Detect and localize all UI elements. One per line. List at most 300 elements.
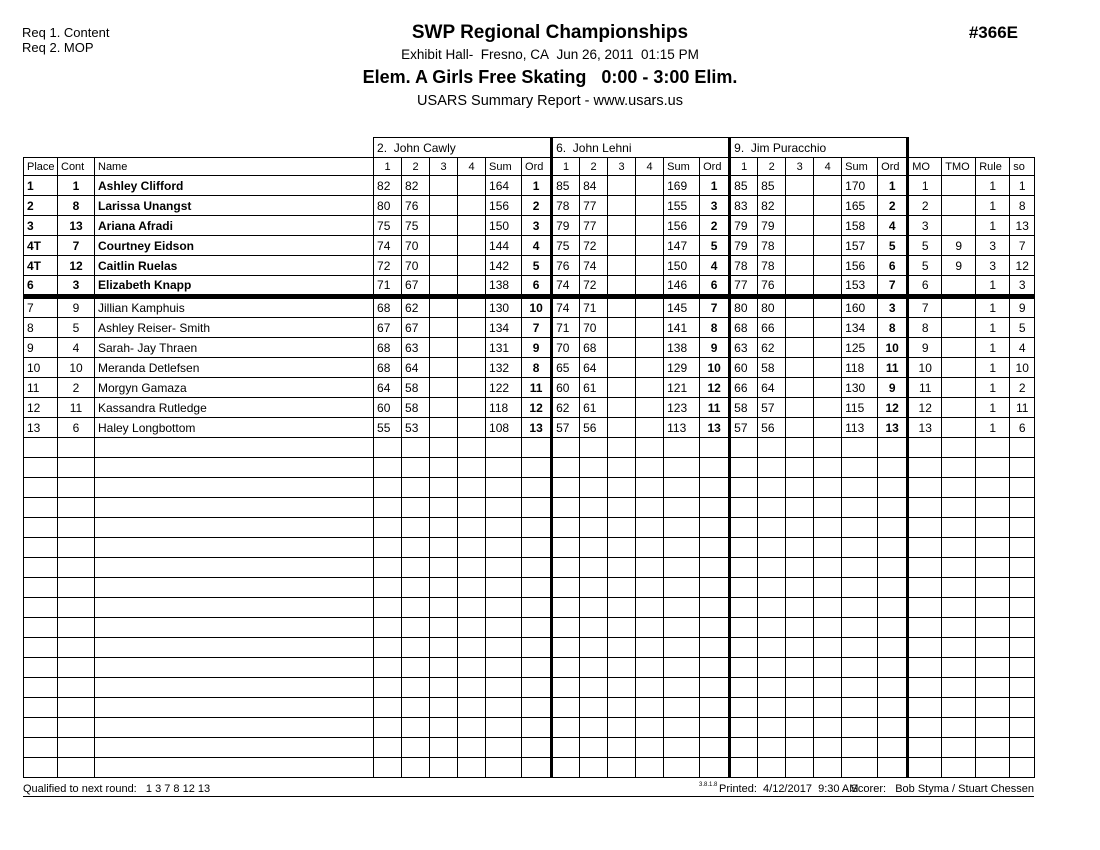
cell-empty — [552, 558, 580, 578]
judge-name-1: 2. John Cawly — [374, 138, 552, 158]
cell-empty — [636, 698, 664, 718]
cell-empty — [700, 578, 730, 598]
cell-empty — [608, 498, 636, 518]
cell-score: 79 — [730, 236, 758, 256]
cell-empty — [24, 578, 58, 598]
cell-score — [608, 338, 636, 358]
cell-mo: 6 — [908, 276, 942, 297]
cell-empty — [878, 758, 908, 778]
cell-ord: 10 — [878, 338, 908, 358]
cell-empty — [95, 638, 374, 658]
cell-empty — [430, 678, 458, 698]
cell-score — [430, 358, 458, 378]
cell-empty — [522, 498, 552, 518]
column-header: 4 — [458, 158, 486, 176]
cell-ord: 2 — [700, 216, 730, 236]
cell-score: 78 — [730, 256, 758, 276]
cell-empty — [58, 478, 95, 498]
cell-empty — [908, 678, 942, 698]
cell-empty — [486, 678, 522, 698]
cell-empty — [1010, 558, 1035, 578]
cell-empty — [430, 578, 458, 598]
cell-ord: 11 — [878, 358, 908, 378]
cell-ord: 6 — [878, 256, 908, 276]
cell-empty — [700, 718, 730, 738]
cell-name: Jillian Kamphuis — [95, 297, 374, 318]
cell-name: Larissa Unangst — [95, 196, 374, 216]
cell-empty — [842, 638, 878, 658]
cell-score: 77 — [730, 276, 758, 297]
cell-ord: 9 — [522, 338, 552, 358]
cell-empty — [878, 678, 908, 698]
cell-empty — [730, 658, 758, 678]
cell-empty — [814, 578, 842, 598]
cell-empty — [976, 738, 1010, 758]
cell-empty — [374, 758, 402, 778]
cell-sum: 134 — [842, 318, 878, 338]
cell-score — [458, 256, 486, 276]
cell-name: Meranda Detlefsen — [95, 358, 374, 378]
cell-score: 64 — [374, 378, 402, 398]
cell-empty — [374, 558, 402, 578]
cell-empty — [430, 458, 458, 478]
cell-empty — [374, 438, 402, 458]
cell-score: 64 — [402, 358, 430, 378]
cell-mo: 1 — [908, 176, 942, 196]
cell-empty — [664, 758, 700, 778]
cell-empty — [842, 758, 878, 778]
cell-empty — [58, 498, 95, 518]
cell-empty — [976, 478, 1010, 498]
cell-rule: 3 — [976, 236, 1010, 256]
cell-empty — [700, 698, 730, 718]
cell-empty — [430, 558, 458, 578]
cell-empty — [908, 718, 942, 738]
cell-empty — [402, 738, 430, 758]
cell-ord: 3 — [878, 297, 908, 318]
cell-empty — [374, 578, 402, 598]
cell-empty — [700, 498, 730, 518]
cell-empty — [608, 478, 636, 498]
cell-empty — [878, 638, 908, 658]
cell-ord: 12 — [878, 398, 908, 418]
column-header: MO — [908, 158, 942, 176]
cell-empty — [1010, 698, 1035, 718]
cell-so: 8 — [1010, 196, 1035, 216]
cell-empty — [402, 498, 430, 518]
cell-score: 74 — [374, 236, 402, 256]
cell-ord: 11 — [522, 378, 552, 398]
cell-score — [786, 338, 814, 358]
cell-score: 78 — [758, 236, 786, 256]
result-row — [24, 196, 1035, 216]
report-subtitle: USARS Summary Report - www.usars.us — [417, 93, 683, 109]
cell-empty — [636, 658, 664, 678]
cell-empty — [458, 658, 486, 678]
cell-cont: 1 — [58, 176, 95, 196]
cell-score: 82 — [374, 176, 402, 196]
results-table-container — [23, 137, 1035, 778]
cell-score — [608, 196, 636, 216]
cell-ord: 4 — [878, 216, 908, 236]
cell-score — [786, 176, 814, 196]
cell-empty — [700, 598, 730, 618]
cell-empty — [636, 678, 664, 698]
cell-ord: 1 — [700, 176, 730, 196]
result-row — [24, 216, 1035, 236]
cell-empty — [636, 438, 664, 458]
cell-empty — [95, 738, 374, 758]
cell-empty — [758, 598, 786, 618]
cell-sum: 165 — [842, 196, 878, 216]
result-row — [24, 318, 1035, 338]
cell-empty — [908, 618, 942, 638]
cell-empty — [842, 738, 878, 758]
cell-empty — [458, 498, 486, 518]
empty-row — [24, 638, 1035, 658]
cell-empty — [24, 538, 58, 558]
cell-sum: 144 — [486, 236, 522, 256]
cell-empty — [908, 658, 942, 678]
cell-empty — [95, 718, 374, 738]
cell-rule: 1 — [976, 216, 1010, 236]
cell-ord: 5 — [522, 256, 552, 276]
cell-empty — [95, 698, 374, 718]
cell-empty — [814, 478, 842, 498]
cell-empty — [580, 558, 608, 578]
cell-score: 58 — [402, 378, 430, 398]
cell-ord: 2 — [878, 196, 908, 216]
cell-so: 10 — [1010, 358, 1035, 378]
cell-ord: 9 — [700, 338, 730, 358]
cell-empty — [636, 518, 664, 538]
cell-empty — [758, 458, 786, 478]
cell-empty — [700, 558, 730, 578]
cell-so: 4 — [1010, 338, 1035, 358]
cell-empty — [976, 618, 1010, 638]
cell-empty — [664, 718, 700, 738]
cell-score — [814, 256, 842, 276]
cell-score: 77 — [580, 196, 608, 216]
cell-cont: 7 — [58, 236, 95, 256]
cell-so: 11 — [1010, 398, 1035, 418]
cell-empty — [95, 558, 374, 578]
cell-empty — [458, 438, 486, 458]
cell-empty — [842, 558, 878, 578]
cell-score: 74 — [552, 297, 580, 318]
cell-name: Elizabeth Knapp — [95, 276, 374, 297]
cell-place: 11 — [24, 378, 58, 398]
cell-ord: 3 — [522, 216, 552, 236]
cell-score — [430, 176, 458, 196]
cell-rule: 1 — [976, 318, 1010, 338]
cell-tmo — [942, 358, 976, 378]
cell-empty — [374, 618, 402, 638]
cell-empty — [730, 738, 758, 758]
cell-score — [814, 196, 842, 216]
cell-empty — [522, 518, 552, 538]
cell-mo: 12 — [908, 398, 942, 418]
cell-sum: 146 — [664, 276, 700, 297]
cell-score: 62 — [402, 297, 430, 318]
cell-empty — [636, 618, 664, 638]
column-header: Ord — [878, 158, 908, 176]
column-header: Rule — [976, 158, 1010, 176]
cell-empty — [814, 698, 842, 718]
cell-score — [430, 398, 458, 418]
cell-score: 72 — [580, 236, 608, 256]
cell-sum: 158 — [842, 216, 878, 236]
cell-score: 57 — [758, 398, 786, 418]
cell-empty — [430, 738, 458, 758]
cell-score — [458, 398, 486, 418]
cell-sum: 155 — [664, 196, 700, 216]
cell-score — [608, 256, 636, 276]
cell-score — [814, 418, 842, 438]
empty-row — [24, 738, 1035, 758]
cell-empty — [552, 678, 580, 698]
cell-sum: 123 — [664, 398, 700, 418]
cell-sum: 142 — [486, 256, 522, 276]
cell-empty — [942, 458, 976, 478]
cell-score: 62 — [758, 338, 786, 358]
cell-tmo — [942, 418, 976, 438]
cell-rule: 1 — [976, 358, 1010, 378]
cell-empty — [608, 578, 636, 598]
cell-empty — [878, 698, 908, 718]
judge-spacer-left — [24, 138, 374, 158]
cell-ord: 12 — [700, 378, 730, 398]
cell-sum: 141 — [664, 318, 700, 338]
cell-score — [430, 297, 458, 318]
cell-empty — [522, 698, 552, 718]
cell-empty — [758, 758, 786, 778]
cell-empty — [430, 518, 458, 538]
cell-empty — [522, 558, 552, 578]
result-row — [24, 418, 1035, 438]
cell-empty — [908, 638, 942, 658]
cell-empty — [842, 678, 878, 698]
column-header: Ord — [522, 158, 552, 176]
cell-empty — [976, 698, 1010, 718]
cell-score — [608, 418, 636, 438]
cell-empty — [908, 518, 942, 538]
cell-empty — [580, 458, 608, 478]
cell-empty — [878, 618, 908, 638]
cell-tmo — [942, 318, 976, 338]
empty-row — [24, 598, 1035, 618]
cell-score: 74 — [552, 276, 580, 297]
cell-name: Caitlin Ruelas — [95, 256, 374, 276]
cell-score — [636, 236, 664, 256]
event-title: Elem. A Girls Free Skating 0:00 - 3:00 Elim. — [362, 67, 738, 87]
cell-sum: 145 — [664, 297, 700, 318]
cell-score — [608, 297, 636, 318]
cell-empty — [580, 478, 608, 498]
cell-ord: 1 — [878, 176, 908, 196]
cell-score — [786, 256, 814, 276]
cell-empty — [976, 578, 1010, 598]
cell-empty — [486, 538, 522, 558]
cell-empty — [608, 718, 636, 738]
cell-empty — [942, 618, 976, 638]
cell-empty — [522, 718, 552, 738]
cell-so: 3 — [1010, 276, 1035, 297]
cell-empty — [814, 598, 842, 618]
cell-empty — [608, 638, 636, 658]
cell-empty — [430, 618, 458, 638]
cell-empty — [636, 738, 664, 758]
result-row — [24, 236, 1035, 256]
cell-empty — [878, 738, 908, 758]
cell-score — [786, 236, 814, 256]
cell-empty — [636, 638, 664, 658]
cell-empty — [374, 458, 402, 478]
cell-empty — [486, 718, 522, 738]
cell-empty — [458, 758, 486, 778]
cell-empty — [636, 758, 664, 778]
cell-sum: 170 — [842, 176, 878, 196]
cell-score — [786, 276, 814, 297]
column-header: Ord — [700, 158, 730, 176]
cell-so: 1 — [1010, 176, 1035, 196]
cell-score — [636, 176, 664, 196]
cell-empty — [814, 618, 842, 638]
cell-empty — [730, 598, 758, 618]
cell-empty — [522, 678, 552, 698]
cell-empty — [908, 438, 942, 458]
cell-empty — [486, 698, 522, 718]
empty-row — [24, 618, 1035, 638]
cell-place: 7 — [24, 297, 58, 318]
cell-empty — [552, 438, 580, 458]
cell-score: 60 — [552, 378, 580, 398]
cell-empty — [758, 658, 786, 678]
cell-empty — [664, 618, 700, 638]
req-line-2: Req 2. MOP — [22, 40, 94, 55]
cell-score: 76 — [552, 256, 580, 276]
judge-spacer-right — [908, 138, 1035, 158]
cell-score — [814, 318, 842, 338]
cell-ord: 7 — [522, 318, 552, 338]
cell-empty — [552, 458, 580, 478]
cell-name: Ashley Clifford — [95, 176, 374, 196]
cell-empty — [730, 578, 758, 598]
cell-score: 57 — [730, 418, 758, 438]
cell-empty — [878, 598, 908, 618]
cell-score — [458, 176, 486, 196]
cell-score: 65 — [552, 358, 580, 378]
cell-score — [636, 196, 664, 216]
cell-empty — [402, 658, 430, 678]
cell-empty — [730, 558, 758, 578]
cell-empty — [700, 678, 730, 698]
cell-score: 63 — [402, 338, 430, 358]
cell-ord: 8 — [878, 318, 908, 338]
cell-cont: 5 — [58, 318, 95, 338]
cell-empty — [486, 518, 522, 538]
cell-empty — [486, 638, 522, 658]
cell-score: 75 — [402, 216, 430, 236]
cell-empty — [95, 518, 374, 538]
cell-empty — [608, 538, 636, 558]
cell-empty — [402, 718, 430, 738]
cell-score — [458, 418, 486, 438]
cell-sum: 134 — [486, 318, 522, 338]
cell-name: Ariana Afradi — [95, 216, 374, 236]
cell-tmo: 9 — [942, 236, 976, 256]
cell-empty — [976, 498, 1010, 518]
cell-score — [636, 256, 664, 276]
cell-empty — [374, 538, 402, 558]
cell-empty — [700, 658, 730, 678]
column-header: 2 — [580, 158, 608, 176]
cell-score — [814, 176, 842, 196]
cell-score: 53 — [402, 418, 430, 438]
cell-ord: 9 — [878, 378, 908, 398]
cell-empty — [664, 638, 700, 658]
cell-sum: 125 — [842, 338, 878, 358]
cell-empty — [58, 618, 95, 638]
cell-empty — [700, 638, 730, 658]
cell-score: 68 — [374, 358, 402, 378]
cell-ord: 6 — [700, 276, 730, 297]
empty-row — [24, 678, 1035, 698]
cell-empty — [458, 458, 486, 478]
cell-empty — [842, 538, 878, 558]
cell-score: 71 — [374, 276, 402, 297]
empty-row — [24, 578, 1035, 598]
cell-empty — [942, 518, 976, 538]
cell-ord: 1 — [522, 176, 552, 196]
cell-empty — [1010, 538, 1035, 558]
cell-empty — [636, 598, 664, 618]
cell-score: 57 — [552, 418, 580, 438]
cell-empty — [664, 658, 700, 678]
result-row — [24, 297, 1035, 318]
cell-empty — [942, 698, 976, 718]
cell-ord: 7 — [878, 276, 908, 297]
cell-empty — [58, 658, 95, 678]
cell-empty — [700, 438, 730, 458]
cell-empty — [402, 758, 430, 778]
cell-score: 70 — [402, 256, 430, 276]
cell-empty — [608, 758, 636, 778]
cell-empty — [430, 438, 458, 458]
cell-empty — [374, 478, 402, 498]
cell-empty — [908, 738, 942, 758]
cell-name: Courtney Eidson — [95, 236, 374, 256]
cell-empty — [878, 498, 908, 518]
cell-empty — [486, 658, 522, 678]
cell-so: 9 — [1010, 297, 1035, 318]
cell-empty — [402, 518, 430, 538]
cell-empty — [758, 678, 786, 698]
empty-row — [24, 518, 1035, 538]
cell-score — [636, 318, 664, 338]
cell-score — [814, 358, 842, 378]
cell-empty — [24, 598, 58, 618]
cell-empty — [374, 718, 402, 738]
cell-score — [458, 216, 486, 236]
cell-empty — [522, 538, 552, 558]
cell-score: 77 — [580, 216, 608, 236]
cell-ord: 8 — [522, 358, 552, 378]
cell-score — [430, 338, 458, 358]
cell-empty — [700, 618, 730, 638]
cell-empty — [24, 738, 58, 758]
cell-score: 56 — [758, 418, 786, 438]
